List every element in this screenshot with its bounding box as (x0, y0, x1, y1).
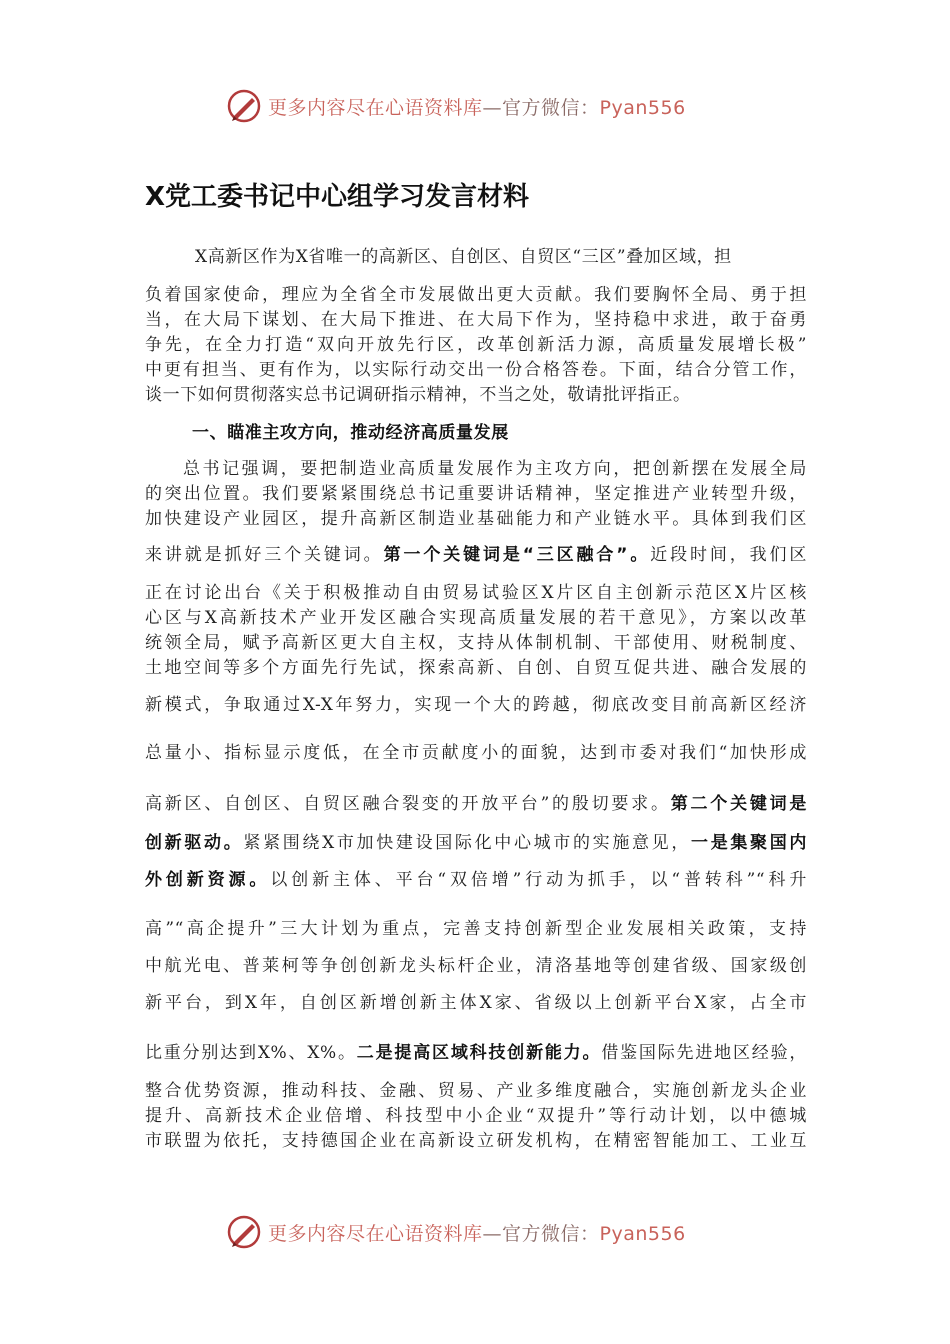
text-line: 总量小、指标显示度低，在全市贡献度小的面貌，达到市委对我们“加快形成 (145, 743, 807, 763)
text-line: 中更有担当、更有作为，以实际行动交出一份合格答卷。下面，结合分管工作， (145, 360, 807, 380)
text-line: 来讲就是抓好三个关键词。第一个关键词是“三区融合”。近段时间，我们区 (145, 545, 807, 565)
pen-logo-icon (226, 1214, 262, 1250)
text-line: 统领全局，赋予高新区更大自主权，支持从体制机制、干部使用、财税制度、 (145, 633, 807, 653)
text-line: 心区与X高新技术产业开发区融合实现高质量发展的若干意见》，方案以改革 (145, 608, 807, 628)
text-line: 总书记强调，要把制造业高质量发展作为主攻方向，把创新摆在发展全局 (183, 459, 807, 479)
banner-text: 更多内容尽在心语资料库—官方微信：Pyan556 (268, 96, 686, 119)
text-line: 提升、高新技术企业倍增、科技型中小企业“双提升”等行动计划，以中德城 (145, 1106, 807, 1126)
text-line: 争先，在全力打造“双向开放先行区，改革创新活力源，高质量发展增长极” (145, 335, 807, 355)
text-line: X高新区作为X省唯一的高新区、自创区、自贸区“三区”叠加区域，担 (195, 247, 732, 267)
text-line: 的突出位置。我们要紧紧围绕总书记重要讲话精神，坚定推进产业转型升级， (145, 484, 807, 504)
text-line: 创新驱动。紧紧围绕X市加快建设国际化中心城市的实施意见，一是集聚国内 (145, 833, 808, 853)
text-line: 加快建设产业园区，提升高新区制造业基础能力和产业链水平。具体到我们区 (145, 509, 807, 529)
text-line: 正在讨论出台《关于积极推动自由贸易试验区X片区自主创新示范区X片区核 (145, 583, 807, 603)
text-line: 当，在大局下谋划、在大局下推进、在大局下作为，坚持稳中求进，敢于奋勇 (145, 310, 807, 330)
document-title: X党工委书记中心组学习发言材料 (145, 182, 530, 212)
text-line: 新平台，到X年，自创区新增创新主体X家、省级以上创新平台X家，占全市 (145, 993, 807, 1013)
pen-logo-icon (226, 88, 262, 124)
text-line: 高”“高企提升”三大计划为重点，完善支持创新型企业发展相关政策，支持 (145, 919, 807, 939)
text-line: 负着国家使命，理应为全省全市发展做出更大贡献。我们要胸怀全局、勇于担 (145, 285, 807, 305)
text-line: 土地空间等多个方面先行先试，探索高新、自创、自贸互促共进、融合发展的 (145, 658, 807, 678)
text-line: 市联盟为依托，支持德国企业在高新设立研发机构，在精密智能加工、工业互 (145, 1131, 807, 1151)
text-line: 高新区、自创区、自贸区融合裂变的开放平台”的殷切要求。第二个关键词是 (145, 794, 808, 814)
text-line: 谈一下如何贯彻落实总书记调研指示精神，不当之处，敬请批评指正。 (145, 385, 691, 405)
footer-banner (226, 1212, 786, 1252)
text-line: 整合优势资源，推动科技、金融、贸易、产业多维度融合，实施创新龙头企业 (145, 1081, 807, 1101)
text-line: 中航光电、普莱柯等争创创新龙头标杆企业，清洛基地等创建省级、国家级创 (145, 956, 807, 976)
banner-text: 更多内容尽在心语资料库—官方微信：Pyan556 (268, 1222, 686, 1245)
header-banner (226, 86, 786, 126)
text-line: 新模式，争取通过X-X年努力，实现一个大的跨越，彻底改变目前高新区经济 (145, 695, 807, 715)
text-line: 外创新资源。以创新主体、平台“双倍增”行动为抓手，以“普转科”“科升 (145, 870, 807, 890)
section-heading: 一、瞄准主攻方向，推动经济高质量发展 (192, 423, 509, 443)
text-line: 比重分别达到X%、X%。二是提高区域科技创新能力。借鉴国际先进地区经验， (145, 1043, 807, 1063)
